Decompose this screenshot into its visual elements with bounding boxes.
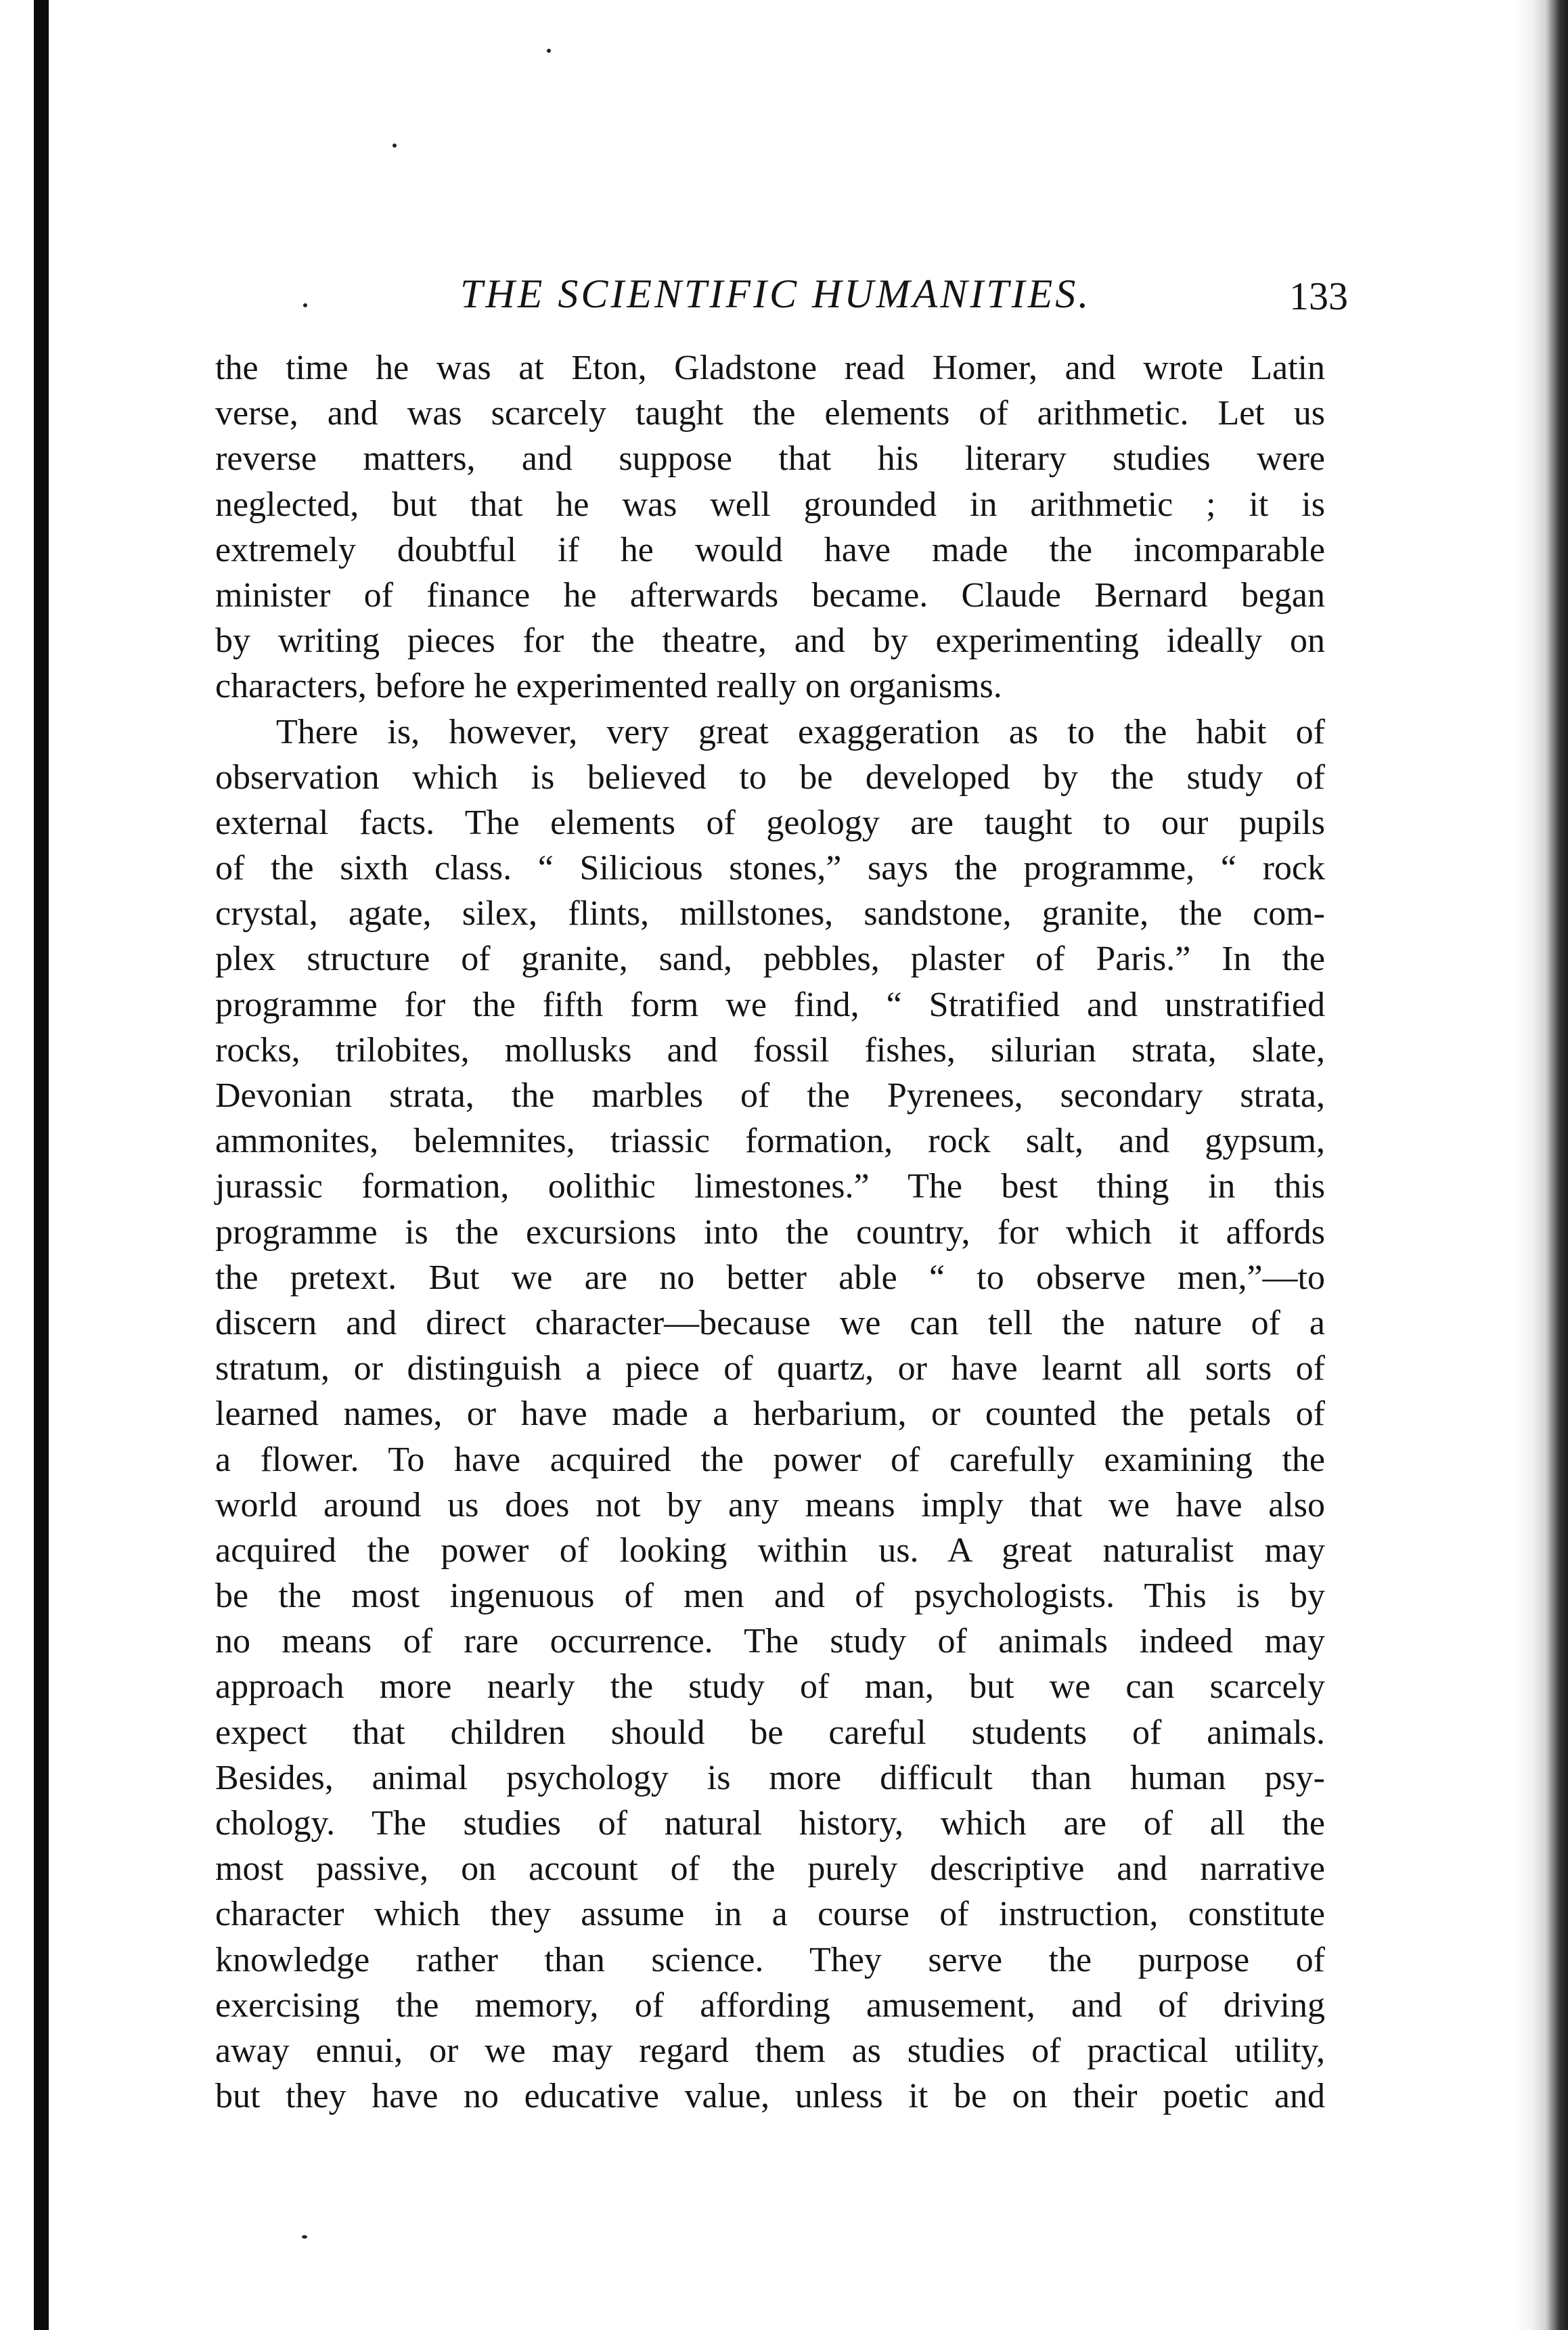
page-binding-shadow — [34, 0, 49, 2330]
page-edge-shadow — [1513, 0, 1568, 2330]
text-line: acquired the power of looking within us. A great naturalist may — [215, 1531, 1325, 1570]
text-line: stratum, or distinguish a piece of quartz, or have learnt all sorts of — [215, 1349, 1325, 1388]
text-line: reverse matters, and suppose that his literary studies were — [215, 439, 1325, 479]
text-line: be the most ingenuous of men and of psychologists. This is by — [215, 1577, 1325, 1616]
text-line: away ennui, or we may regard them as studies of practical utility, — [215, 2031, 1325, 2070]
body-text — [215, 345, 1325, 2119]
text-line: of the sixth class. “ Silicious stones,” says the programme, “ rock — [215, 849, 1325, 888]
text-line: exercising the memory, of affording amusement, and of driving — [215, 1985, 1325, 2025]
scan-speck — [303, 303, 307, 307]
text-line: Devonian strata, the marbles of the Pyrenees, secondary strata, — [215, 1076, 1325, 1115]
text-line: the pretext. But we are no better able “ to observe men,”—to — [215, 1258, 1325, 1297]
text-line: a flower. To have acquired the power of carefully examining the — [215, 1440, 1325, 1479]
scan-speck — [393, 144, 397, 148]
text-line: chology. The studies of natural history, which are of all the — [215, 1804, 1325, 1843]
text-line: discern and direct character—because we can tell the nature of a — [215, 1303, 1325, 1342]
text-line: character which they assume in a course of instruction, constitute — [215, 1895, 1325, 1934]
running-title: THE SCIENTIFIC HUMANITIES. — [460, 271, 1092, 316]
text-line: crystal, agate, silex, flints, millstones, sandstone, granite, the com- — [215, 894, 1325, 933]
text-line: external facts. The elements of geology are taught to our pupils — [215, 803, 1325, 842]
text-line: learned names, or have made a herbarium, or counted the petals of — [215, 1394, 1325, 1434]
text-line: minister of finance he afterwards became. Claude Bernard began — [215, 575, 1325, 615]
text-line: jurassic formation, oolithic limestones.” The best thing in this — [215, 1167, 1325, 1206]
text-line: verse, and was scarcely taught the elements of arithmetic. Let us — [215, 394, 1325, 433]
text-line: ammonites, belemnites, triassic formation, rock salt, and gypsum, — [215, 1122, 1325, 1161]
text-line: most passive, on account of the purely descriptive and narrative — [215, 1849, 1325, 1889]
text-line: plex structure of granite, sand, pebbles, plaster of Paris.” In the — [215, 940, 1325, 979]
text-line: approach more nearly the study of man, but we can scarcely — [215, 1667, 1325, 1707]
text-line: observation which is believed to be developed by the study of — [215, 757, 1325, 797]
text-line: programme for the fifth form we find, “ Stratified and unstratified — [215, 985, 1325, 1024]
scan-speck — [547, 49, 551, 53]
text-line: neglected, but that he was well grounded in arithmetic ; it is — [215, 485, 1325, 524]
text-line: extremely doubtful if he would have made the incomparable — [215, 530, 1325, 569]
text-line: knowledge rather than science. They serve the purpose of — [215, 1940, 1325, 1979]
text-line: There is, however, very great exaggeration as to the habit of — [276, 712, 1325, 751]
page-number: 133 — [1289, 274, 1348, 318]
scan-speck — [302, 2235, 307, 2239]
text-line: by writing pieces for the theatre, and by experimenting ideally on — [215, 621, 1325, 661]
text-line: programme is the excursions into the country, for which it affords — [215, 1212, 1325, 1252]
text-line: the time he was at Eton, Gladstone read Homer, and wrote Latin — [215, 349, 1325, 387]
text-line: world around us does not by any means imply that we have also — [215, 1485, 1325, 1524]
text-line: but they have no educative value, unless it be on their poetic and — [215, 2077, 1325, 2116]
text-line: expect that children should be careful students of animals. — [215, 1713, 1325, 1752]
text-line: Besides, animal psychology is more difficult than human psy- — [215, 1758, 1325, 1797]
text-line: rocks, trilobites, mollusks and fossil fishes, silurian strata, slate, — [215, 1030, 1325, 1070]
text-line: characters, before he experimented really on organisms. — [215, 667, 1002, 706]
text-line: no means of rare occurrence. The study of animals indeed may — [215, 1622, 1325, 1661]
